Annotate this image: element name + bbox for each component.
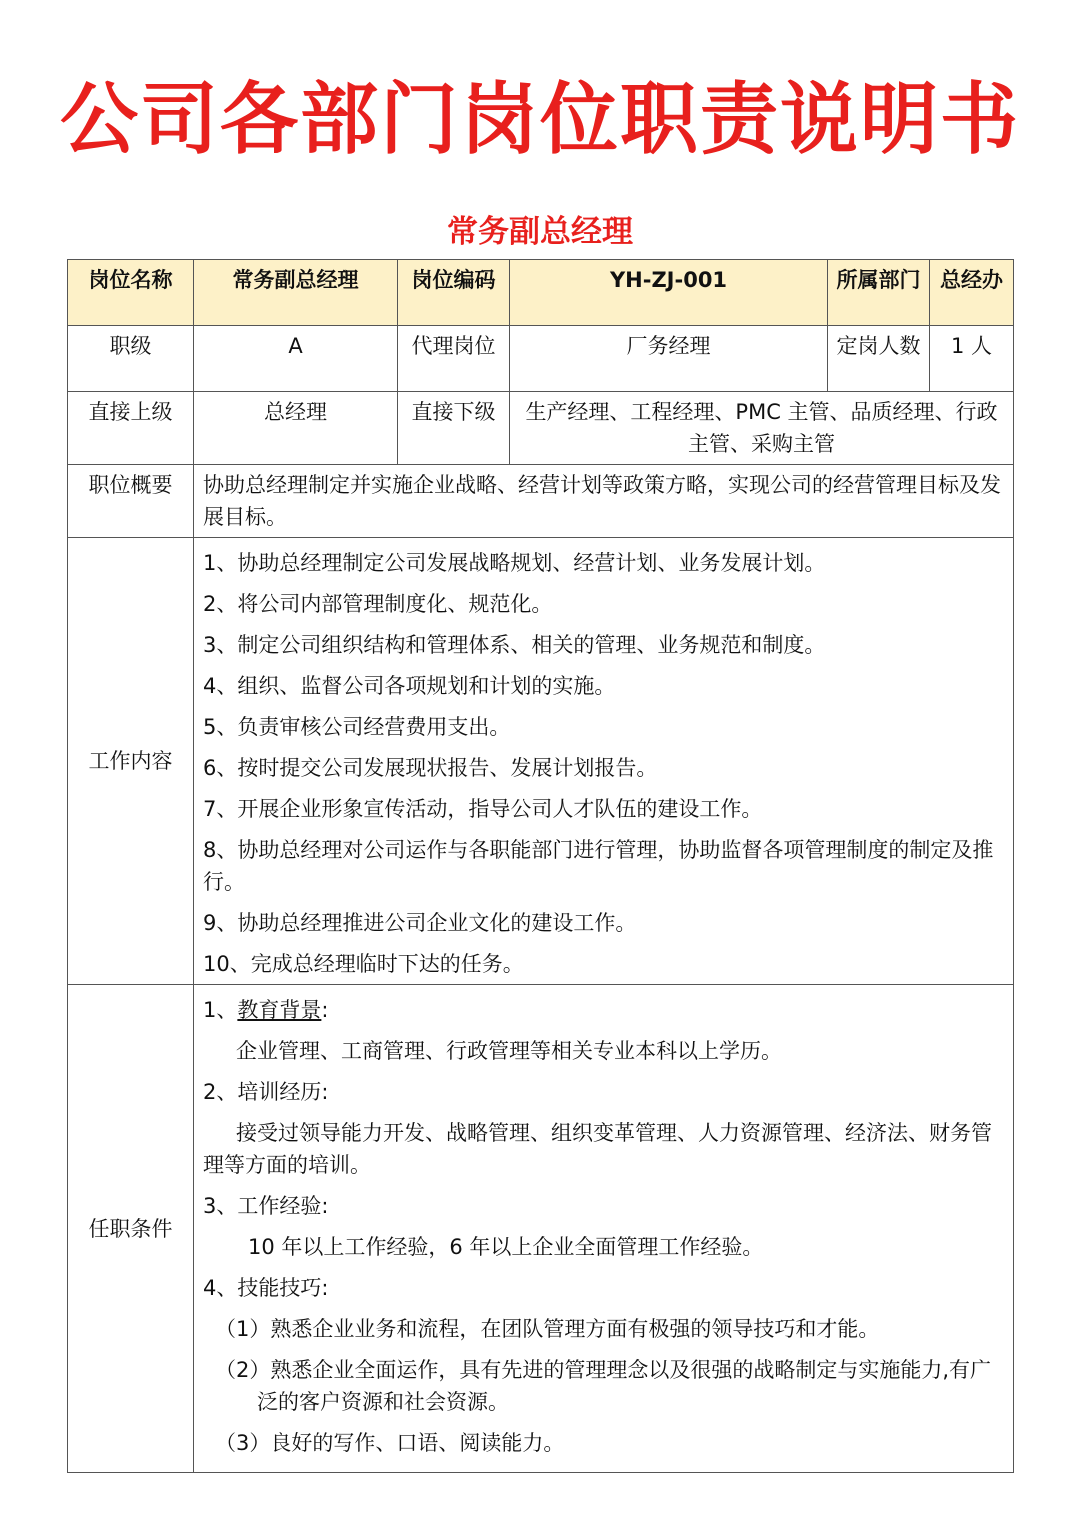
label-direct-superior: 直接上级 bbox=[68, 392, 194, 465]
level-row bbox=[68, 326, 1014, 392]
duty-item: 9、协助总经理推进公司企业文化的建设工作。 bbox=[203, 911, 637, 935]
duty-item: 1、协助总经理制定公司发展战略规划、经营计划、业务发展计划。 bbox=[203, 551, 826, 575]
value-headcount: 1 人 bbox=[930, 326, 1014, 392]
label-direct-subordinate: 直接下级 bbox=[398, 392, 510, 465]
summary-row bbox=[68, 465, 1014, 538]
duties-row bbox=[68, 538, 1014, 985]
value-department: 总经办 bbox=[930, 260, 1014, 326]
value-direct-superior: 总经理 bbox=[194, 392, 398, 465]
label-department: 所属部门 bbox=[828, 260, 930, 326]
skill-item: （2）熟悉企业全面运作，具有先进的管理理念以及很强的战略制定与实施能力,有广泛的客户资源和社会资源。 bbox=[215, 1358, 992, 1414]
label-summary: 职位概要 bbox=[68, 465, 194, 538]
label-requirements: 任职条件 bbox=[68, 985, 194, 1473]
value-level: A bbox=[194, 326, 398, 392]
education-heading bbox=[203, 994, 1007, 1026]
skills-heading: 4、技能技巧: bbox=[203, 1276, 329, 1300]
document-title: 公司各部门岗位职责说明书 bbox=[59, 75, 1020, 165]
value-summary: 协助总经理制定并实施企业战略、经营计划等政策方略，实现公司的经营管理目标及发展目标。 bbox=[194, 465, 1014, 538]
label-duties: 工作内容 bbox=[68, 538, 194, 985]
value-acting-position: 厂务经理 bbox=[510, 326, 828, 392]
skill-item: （1）熟悉企业业务和流程，在团队管理方面有极强的领导技巧和才能。 bbox=[215, 1317, 880, 1341]
label-headcount: 定岗人数 bbox=[828, 326, 930, 392]
label-acting-position: 代理岗位 bbox=[398, 326, 510, 392]
experience-text: 10 年以上工作经验，6 年以上企业全面管理工作经验。 bbox=[248, 1235, 764, 1259]
job-description-table bbox=[67, 259, 1014, 1473]
requirements-list bbox=[194, 985, 1014, 1473]
position-title: 常务副总经理 bbox=[447, 214, 633, 250]
value-position-name: 常务副总经理 bbox=[194, 260, 398, 326]
training-heading: 2、培训经历: bbox=[203, 1080, 329, 1104]
education-heading-text: 教育背景 bbox=[237, 998, 322, 1022]
label-level: 职级 bbox=[68, 326, 194, 392]
duty-item: 8、协助总经理对公司运作与各职能部门进行管理，协助监督各项管理制度的制定及推行。 bbox=[203, 838, 994, 894]
duty-item: 10、完成总经理临时下达的任务。 bbox=[203, 952, 524, 976]
education-colon: : bbox=[321, 998, 329, 1022]
duty-item: 3、制定公司组织结构和管理体系、相关的管理、业务规范和制度。 bbox=[203, 633, 826, 657]
skill-item: （3）良好的写作、口语、阅读能力。 bbox=[215, 1431, 565, 1455]
education-text: 企业管理、工商管理、行政管理等相关专业本科以上学历。 bbox=[236, 1039, 782, 1063]
duty-item: 6、按时提交公司发展现状报告、发展计划报告。 bbox=[203, 756, 658, 780]
duty-item: 4、组织、监督公司各项规划和计划的实施。 bbox=[203, 674, 616, 698]
training-text: 接受过领导能力开发、战略管理、组织变革管理、人力资源管理、经济法、财务管理等方面的培训。 bbox=[203, 1121, 992, 1177]
duty-item: 5、负责审核公司经营费用支出。 bbox=[203, 715, 511, 739]
duties-list bbox=[194, 538, 1014, 985]
reporting-row bbox=[68, 392, 1014, 465]
duty-item: 2、将公司内部管理制度化、规范化。 bbox=[203, 592, 553, 616]
requirements-row bbox=[68, 985, 1014, 1473]
education-number: 1、 bbox=[203, 998, 238, 1022]
duty-item: 7、开展企业形象宣传活动，指导公司人才队伍的建设工作。 bbox=[203, 797, 763, 821]
label-position-name: 岗位名称 bbox=[68, 260, 194, 326]
header-row bbox=[68, 260, 1014, 326]
value-position-code: YH-ZJ-001 bbox=[510, 260, 828, 326]
label-position-code: 岗位编码 bbox=[398, 260, 510, 326]
experience-heading: 3、工作经验: bbox=[203, 1194, 329, 1218]
value-direct-subordinate: 生产经理、工程经理、PMC 主管、品质经理、行政主管、采购主管 bbox=[510, 392, 1014, 465]
